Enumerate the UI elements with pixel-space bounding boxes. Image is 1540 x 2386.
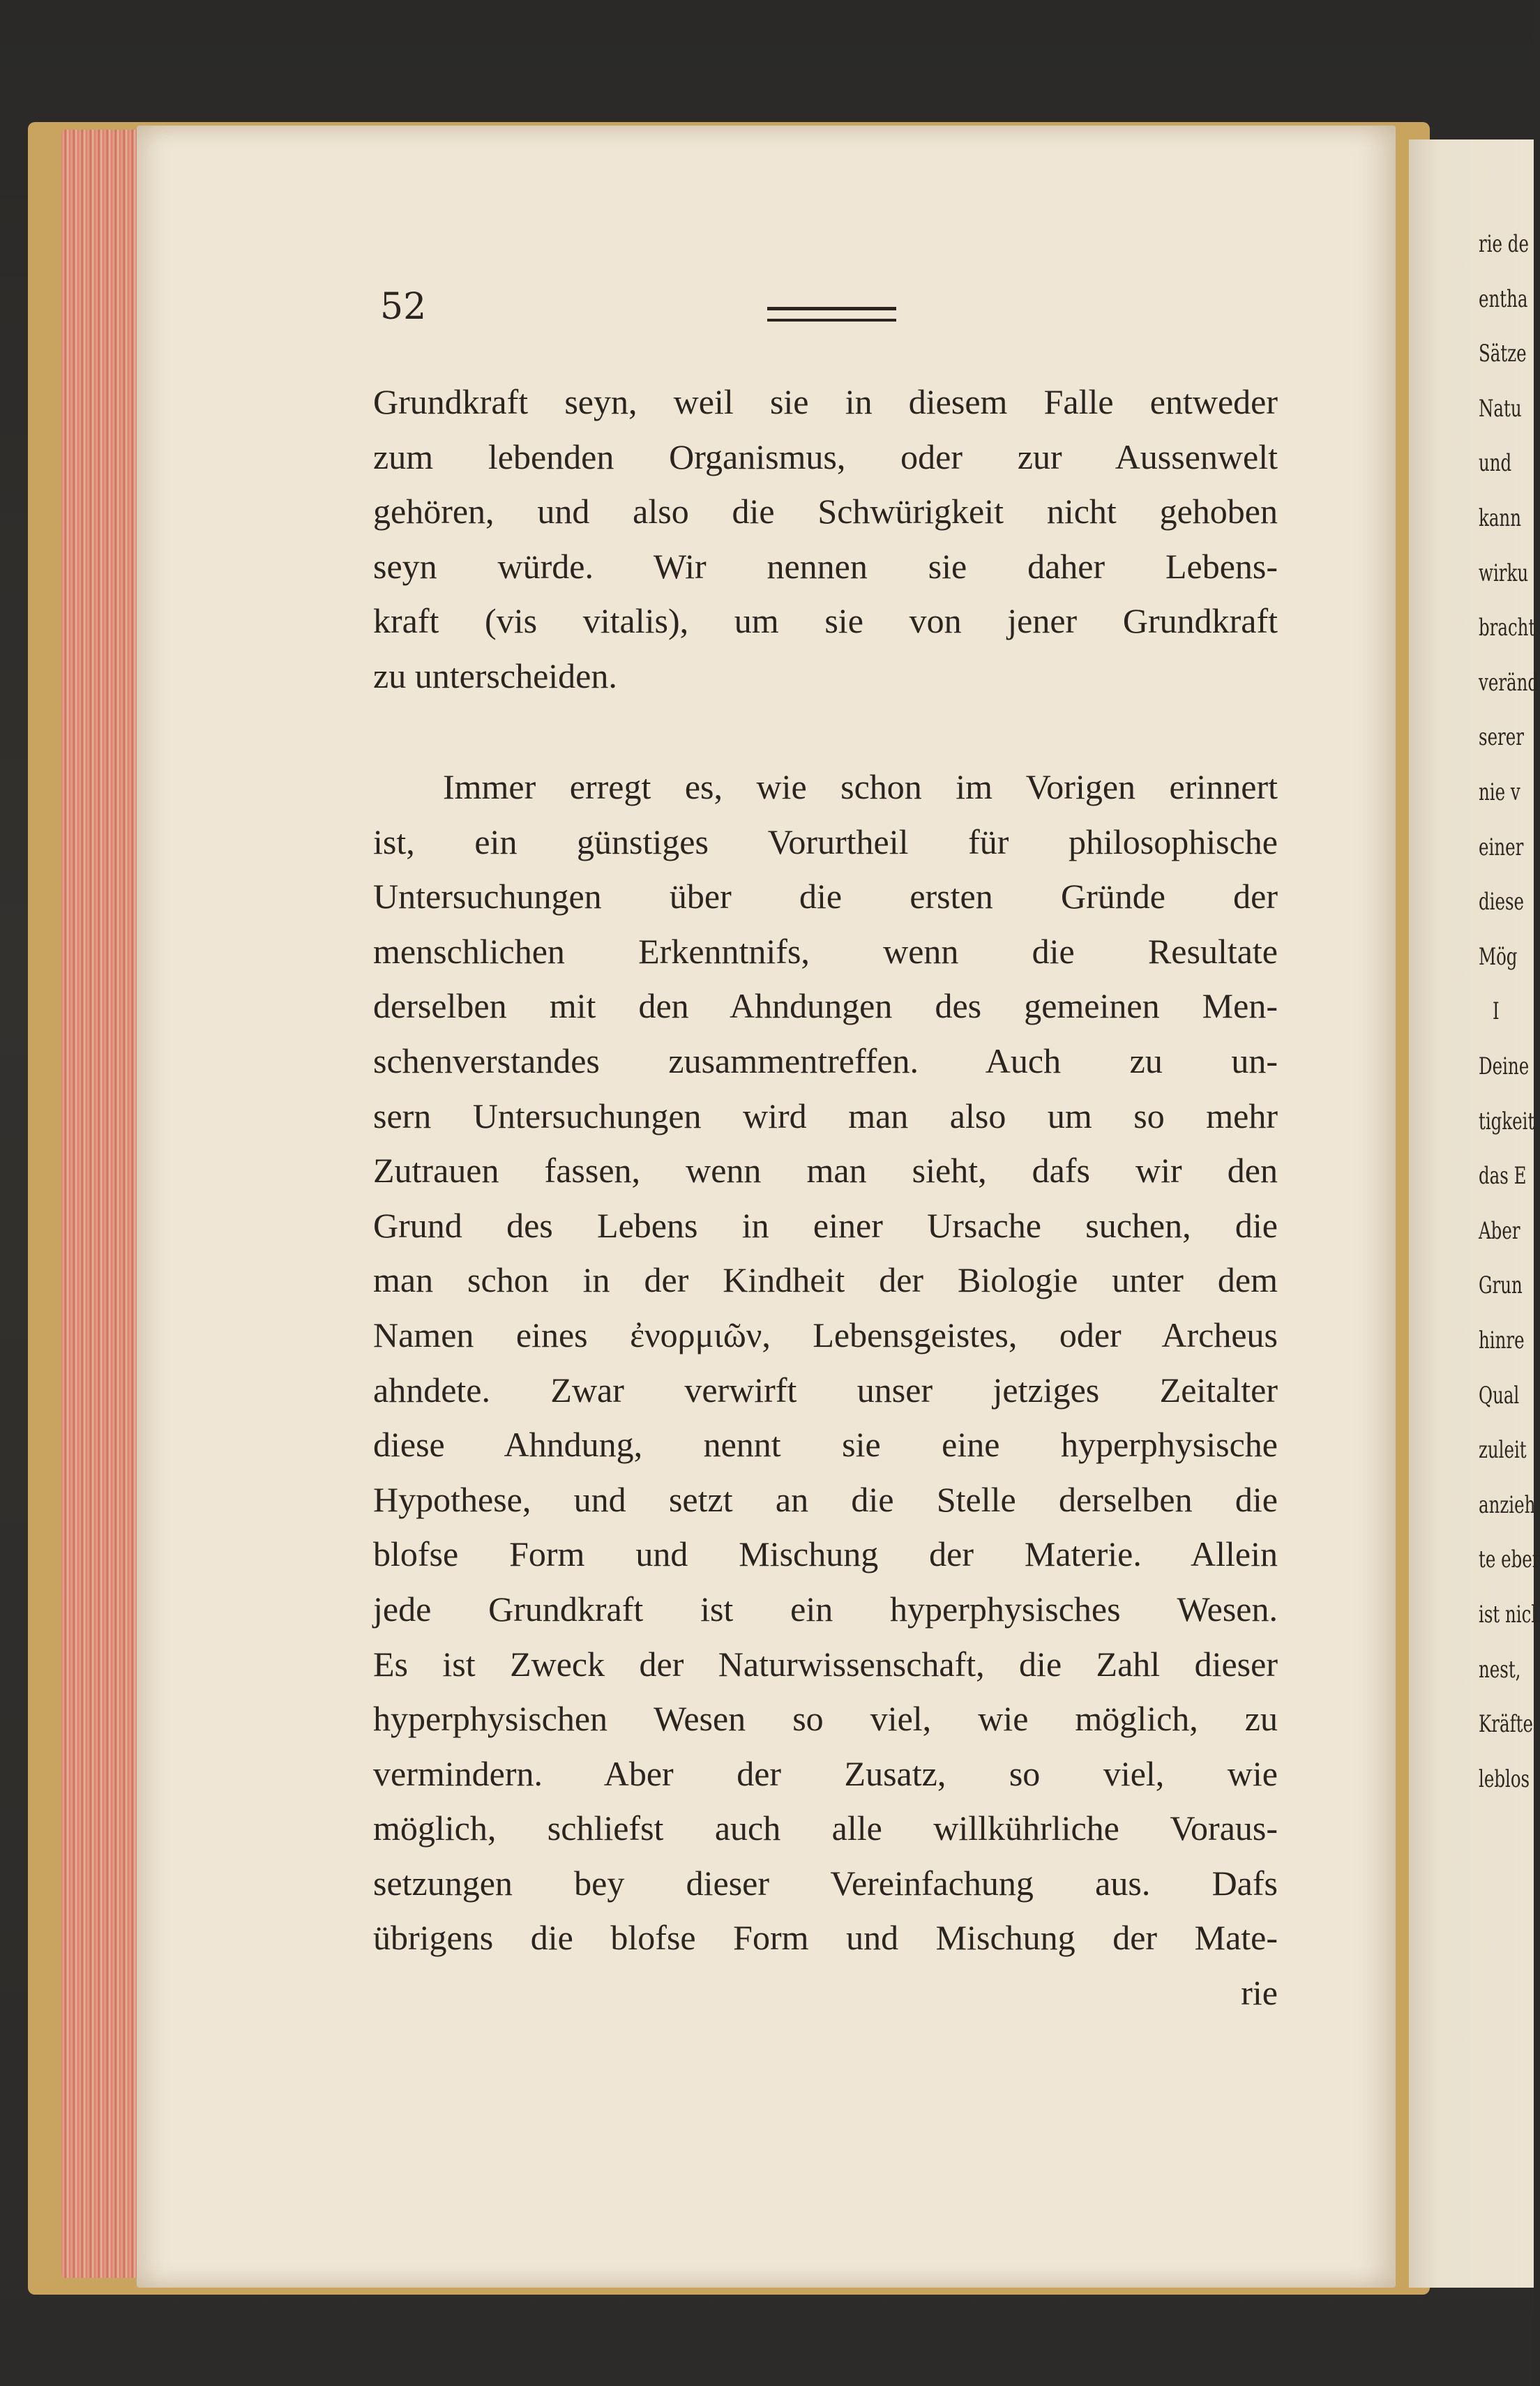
text-line: blofse Form und Mischung der Materie. Allein bbox=[373, 1534, 1278, 1574]
text-line: derselben mit den Ahndungen des gemeinen Men- bbox=[373, 986, 1278, 1026]
facing-page-fragment: ist nicl bbox=[1479, 1601, 1537, 1629]
text-line: Zutrauen fassen, wenn man sieht, dafs wir den bbox=[373, 1151, 1278, 1191]
page-number: 52 bbox=[380, 286, 427, 328]
text-line: schenverstandes zusammentreffen. Auch zu un- bbox=[373, 1041, 1278, 1080]
facing-page-fragment: anzieh bbox=[1479, 1490, 1536, 1519]
facing-page-fragment: Natu bbox=[1479, 394, 1522, 423]
facing-page-fragment: I bbox=[1493, 997, 1500, 1026]
text-line: zum lebenden Organismus, oder zur Aussenwelt bbox=[373, 437, 1278, 476]
text-line: diese Ahndung, nennt sie eine hyperphysische bbox=[373, 1425, 1278, 1465]
facing-page-fragment: bracht bbox=[1479, 614, 1536, 642]
facing-page-fragment: Qual bbox=[1479, 1381, 1520, 1410]
facing-page-fragment: Grun bbox=[1479, 1271, 1523, 1300]
text-line: menschlichen Erkenntnifs, wenn die Resultate bbox=[373, 931, 1278, 971]
text-line: sern Untersuchungen wird man also um so mehr bbox=[373, 1096, 1278, 1135]
facing-page-fragment: Sätze bbox=[1479, 340, 1527, 368]
text-line: Grundkraft seyn, weil sie in diesem Falle entweder bbox=[373, 382, 1278, 421]
text-line: Untersuchungen über die ersten Gründe der bbox=[373, 877, 1278, 916]
facing-page-fragment: veränd bbox=[1479, 668, 1539, 697]
facing-page-fragment: diese bbox=[1479, 888, 1525, 916]
facing-page-fragment: nest, bbox=[1479, 1655, 1521, 1684]
facing-page-fragment: kann bbox=[1479, 504, 1521, 532]
facing-page bbox=[1409, 139, 1540, 2288]
facing-page-fragment: wirku bbox=[1479, 559, 1529, 587]
text-line: seyn würde. Wir nennen sie daher Lebens- bbox=[373, 546, 1278, 586]
facing-page-fragment: tigkeit bbox=[1479, 1107, 1535, 1135]
text-line: ahndete. Zwar verwirft unser jetziges Zeitalter bbox=[373, 1370, 1278, 1410]
facing-page-fragment: nie v bbox=[1479, 778, 1520, 806]
text-line: Grund des Lebens in einer Ursache suchen, die bbox=[373, 1205, 1278, 1245]
text-line: man schon in der Kindheit der Biologie unter dem bbox=[373, 1260, 1278, 1300]
facing-page-fragment: rie de bbox=[1479, 230, 1529, 258]
text-line: jede Grundkraft ist ein hyperphysisches Wesen. bbox=[373, 1589, 1278, 1629]
facing-page-fragment: entha bbox=[1479, 285, 1528, 313]
facing-page-fragment: leblos bbox=[1479, 1765, 1530, 1793]
text-line: kraft (vis vitalis), um sie von jener Grundkraft bbox=[373, 601, 1278, 641]
facing-page-fragment: te eber bbox=[1479, 1546, 1540, 1574]
text-line: gehören, und also die Schwürigkeit nicht gehoben bbox=[373, 492, 1278, 531]
facing-page-fragment: das E bbox=[1479, 1162, 1527, 1191]
text-line: Namen eines ἐνορμιῶν, Lebensgeistes, oder Archeus bbox=[373, 1315, 1278, 1354]
facing-page-fragment: zuleit bbox=[1479, 1436, 1527, 1465]
facing-page-fragment: Aber bbox=[1479, 1216, 1520, 1245]
text-line: Immer erregt es, wie schon im Vorigen erinnert bbox=[443, 767, 1278, 806]
paragraph-2 bbox=[373, 760, 1278, 2021]
facing-page-fragment: und bbox=[1479, 449, 1512, 478]
text-line: Es ist Zweck der Naturwissenschaft, die Zahl dieser bbox=[373, 1644, 1278, 1684]
text-line: übrigens die blofse Form und Mischung der Mate- bbox=[373, 1918, 1278, 1958]
facing-page-fragment: Deine bbox=[1479, 1052, 1530, 1080]
paragraph-1 bbox=[373, 375, 1278, 704]
text-line: zu unterscheiden. bbox=[373, 656, 617, 695]
facing-page-fragment: Mög bbox=[1479, 942, 1518, 971]
facing-page-fragment: einer bbox=[1479, 833, 1524, 861]
text-line: ist, ein günstiges Vorurtheil für philosophische bbox=[373, 822, 1278, 861]
facing-page-fragment: serer bbox=[1479, 723, 1524, 752]
text-line: vermindern. Aber der Zusatz, so viel, wie bbox=[373, 1753, 1278, 1793]
catchword: rie bbox=[1241, 1973, 1278, 2013]
text-line: hyperphysischen Wesen so viel, wie möglich, zu bbox=[373, 1699, 1278, 1739]
facing-page-fragment: Kräfte bbox=[1479, 1710, 1533, 1739]
text-line: Hypothese, und setzt an die Stelle derselben die bbox=[373, 1479, 1278, 1519]
text-line: möglich, schliefst auch alle willkührliche Voraus- bbox=[373, 1809, 1278, 1848]
header-rule bbox=[767, 307, 896, 322]
facing-page-fragment: hinre bbox=[1479, 1327, 1525, 1354]
text-line: setzungen bey dieser Vereinfachung aus. Dafs bbox=[373, 1863, 1278, 1903]
